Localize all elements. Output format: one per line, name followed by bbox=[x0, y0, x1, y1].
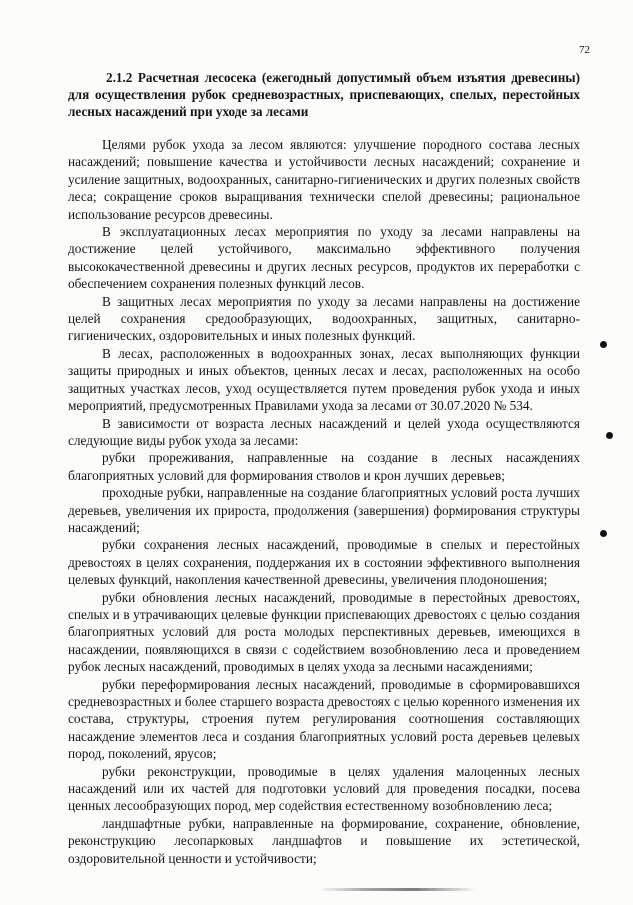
paragraph-protective-forests: В защитных лесах мероприятия по уходу за лесами направлены на достижение целей сохранения средообразующих, водоохранных, защитных, санитарно-гигиенических, оздоровительных и иных полезных функций. bbox=[68, 293, 580, 344]
paragraph-operational-forests: В эксплуатационных лесах мероприятия по уходу за лесами направлены на достижение целей устойчивого, максимально эффективного получения высококачественной древесины и других лесных ресурсов, продуктов их переработки с обеспечением сохранения полезных функций лесов. bbox=[68, 224, 580, 292]
list-item-reconstruction-cutting: рубки реконструкции, проводимые в целях удаления малоценных лесных насаждений или их частей для подготовки условий для проведения посадки, посева ценных лесообразующих пород, мер содействия естественному возобновлению леса; bbox=[68, 763, 580, 814]
paragraph-goals: Целями рубок ухода за лесом являются: улучшение породного состава лесных насаждений; повышение качества и устойчивости лесных насаждений; сохранение и усиление защитных, водоохранных, санитарно-гигиенических и других полезных свойств леса; сокращение сроков выращивания технически спелой древесины; рациональное использование ресурсов древесины. bbox=[68, 137, 581, 222]
document-body bbox=[68, 136, 580, 867]
punch-hole-mark bbox=[600, 530, 607, 537]
list-item-landscape-cutting: ландшафтные рубки, направленные на формирование, сохранение, обновление, реконструкцию лесопарковых ландшафтов и повышение их эстетической, оздоровительной ценности и устойчивости; bbox=[68, 815, 580, 866]
section-title: Расчетная лесосека (ежегодный допустимый объем изъятия древесины) для осуществления рубок средневозрастных, приспевающих, спелых, перестойных лесных насаждений при уходе за лесами bbox=[68, 70, 580, 119]
list-item-pass-through-cutting: проходные рубки, направленные на создание благоприятных условий роста лучших деревьев, увеличения их прироста, продолжения (завершения) формирования структуры насаждений; bbox=[68, 485, 580, 535]
list-item-reformation-cutting: рубки переформирования лесных насаждений, проводимые в сформировавшихся средневозрастных и более старшего возраста древостоях с целью коренного изменения их состава, структуры, строения путем регулирования соотношения составляющих насаждение элементов леса и создания благоприятных условий роста деревьев целевых пород, поколений, ярусов; bbox=[68, 676, 580, 762]
section-heading bbox=[68, 69, 580, 120]
paragraph-water-protection-zones: В лесах, расположенных в водоохранных зонах, лесах выполняющих функции защиты природных и иных объектов, ценных лесах и лесах, расположенных на особо защитных участках лесов, уход осуществляется путем проведения рубок ухода и иных мероприятий, предусмотренных Правилами ухода за лесами от 30.07.2020 № 534. bbox=[68, 345, 580, 414]
section-number: 2.1.2 bbox=[106, 70, 133, 85]
paragraph-types-intro: В зависимости от возраста лесных насаждений и целей ухода осуществляются следующие виды рубок ухода за лесами: bbox=[68, 415, 580, 448]
list-item-renewal-cutting: рубки обновления лесных насаждений, проводимые в перестойных древостоях, спелых и в утрачивающих целевые функции приспевающих древостоях с целью создания благоприятных условий для роста молодых перспективных деревьев, имеющихся в насаждении, появляющихся в связи с содействием возобновлению леса и проведением рубок лесных насаждений, проводимых в целях ухода за лесными насаждениями; bbox=[68, 589, 580, 675]
page-number: 72 bbox=[579, 44, 590, 56]
punch-hole-mark bbox=[600, 341, 607, 348]
punch-hole-mark bbox=[606, 432, 613, 439]
list-item-thinning: рубки прореживания, направленные на создание в лесных насаждениях благоприятных условий для формирования стволов и крон лучших деревьев; bbox=[68, 450, 580, 483]
list-item-conservation-cutting: рубки сохранения лесных насаждений, проводимые в спелых и перестойных древостоях в целях сохранения, поддержания их в состоянии эффективного выполнения целевых функций, накопления качественной древесины, увеличения плодоношения; bbox=[68, 537, 580, 588]
scan-artifact bbox=[318, 888, 478, 891]
